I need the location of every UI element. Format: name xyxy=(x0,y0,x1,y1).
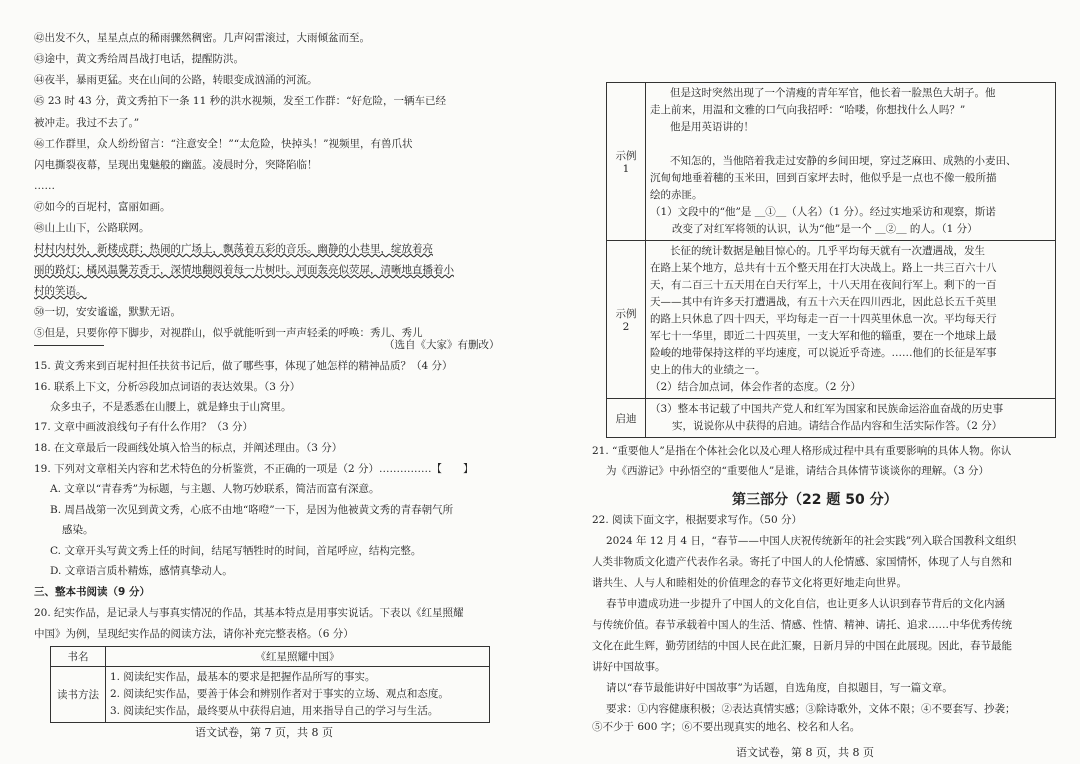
ex2-line: 天，有二百三十五天用在白天行军上，十八天用在夜间行军上。剩下的一百 xyxy=(650,279,997,291)
passage-line: ㊸途中，黄文秀给周昌战打电话，提醒防洪。 xyxy=(34,53,244,65)
question-15: 15. 黄文秀来到百坭村担任扶贫书记后，做了哪些事，体现了她怎样的精神品质？（4 分） xyxy=(34,360,453,372)
question-18: 18. 在文章最后一段画线处填入恰当的标点，并阐述理由。（3 分） xyxy=(34,442,343,454)
ex2-line: 史上的伟大的业绩之一。 xyxy=(650,364,766,376)
question-16-quote: 众多虫子，不是悉悉在山腰上，就是蜂虫于山窝里。 xyxy=(50,401,292,413)
question-17: 17. 文章中画波浪线句子有什么作用？（3 分） xyxy=(34,421,254,433)
ex2-line: 长征的统计数据是触目惊心的。几乎平均每天就有一次遭遇战，发生 xyxy=(670,245,985,257)
ex2-line: 险峻的地带保持这样的平均速度，可以说近乎奇迹。……他们的长征是军事 xyxy=(650,347,997,359)
example-2-content xyxy=(646,241,1056,399)
ex2-line: 的路上只休息了四十四天，平均每走一百一十四英里休息一次。平均每天行 xyxy=(650,313,997,325)
passage-line: ㊽山上山下，公路联网。 xyxy=(34,222,150,234)
wavy-underlined-sentence: 丽的路灯；橘风温馨芳香于，深情地翻阅着每一片树叶。河面轰亮似荧屏，清晰地直播着小 xyxy=(34,264,454,276)
essay-line: 人类非物质文化遗产代表作名录。寄托了中国人的人伦情感、家国情怀，体现了人与自然和 xyxy=(592,556,1012,568)
example-1-label: 示例 1 xyxy=(607,83,646,241)
ex1-line: 走上前来，用温和文雅的口气向我招呼：“哈喽，你想找什么人吗？” xyxy=(650,104,966,116)
passage-line: 闪电撕裂夜幕，呈现出鬼魅般的幽蓝。凌晨时分，突降陷临！ xyxy=(34,159,318,171)
table-header-book: 书名 xyxy=(51,647,106,667)
option-b: B. 周昌战第一次见到黄文秀，心底不由地“咯噔”一下，是因为他被黄文秀的青春朝气所 xyxy=(50,504,454,516)
question-22: 22. 阅读下面文字，根据要求写作。（50 分） xyxy=(592,514,802,526)
examples-table xyxy=(606,82,1056,438)
example-1-content xyxy=(646,83,1056,241)
wavy-underlined-sentence: 村村内村外，新楼成群；热闹的广场上，飘荡着五彩的音乐。幽静的小巷里，绽放着亮 xyxy=(34,243,433,255)
ex1-question-1: （1）文段中的“他”是 ＿①＿（人名）（1 分）。经过实地采访和观察，斯诺 xyxy=(650,206,996,218)
table-methods-cell xyxy=(106,667,490,723)
option-b-cont: 感染。 xyxy=(62,524,94,536)
option-c: C. 文章开头写黄文秀上任的时间，结尾写牺牲时的时间，首尾呼应，结构完整。 xyxy=(50,545,422,557)
section-3-heading: 三、整本书阅读（9 分） xyxy=(34,586,150,598)
essay-line: 春节申遗成功进一步提升了中国人的文化自信，也让更多人认识到春节背后的文化内涵 xyxy=(606,598,1005,610)
ex1-line: 绘的赤匪。 xyxy=(650,189,703,201)
wavy-underlined-sentence: 村的笑语。 xyxy=(34,285,87,297)
option-d: D. 文章语言质朴精炼，感情真挚动人。 xyxy=(50,565,233,577)
passage-line: ㊷出发不久，星星点点的稀雨骤然稠密。几声闷雷滚过，大雨倾盆而至。 xyxy=(34,32,370,44)
table-book-title: 《红星照耀中国》 xyxy=(106,647,490,667)
essay-line: 谐共生、人与人和睦相处的价值理念的春节文化将更好地走向世界。 xyxy=(592,577,907,589)
essay-line: 与传统价值。春节承载着中国人的生活、情感、性情、精神、请托、追求……中华优秀传统 xyxy=(592,619,1012,631)
page-footer-left: 语文试卷，第 7 页，共 8 页 xyxy=(195,726,333,739)
qidi-line: 实，说说你从中获得的启迪。请结合作品内容和生活实际作答。（2 分） xyxy=(672,420,1003,432)
ex1-line: 不知怎的，当他陪着我走过安静的乡间田埂，穿过芝麻田、成熟的小麦田、 xyxy=(670,155,1017,167)
ex1-line xyxy=(650,136,1051,153)
essay-line: 讲好中国故事。 xyxy=(592,661,666,673)
passage-line: ㊻工作群里，众人纷纷留言：“注意安全！”“太危险，快掉头！”视频里，有兽爪状 xyxy=(34,138,413,150)
ex1-line: 沉甸甸地垂着穗的玉米田，回到百家坪去时，他似乎是一点也不像一般所描 xyxy=(650,172,997,184)
passage-line: ㊺ 23 时 43 分，黄文秀拍下一条 11 秒的洪水视频，发至工作群：“好危险，一辆车已经 xyxy=(34,95,446,107)
passage-line: 被冲走。我过不去了。” xyxy=(34,117,140,129)
question-20-cont: 中国》为例，呈现纪实作品的阅读方法，请你补充完整表格。（6 分） xyxy=(34,628,354,640)
source-note: （选自《大家》有删改） xyxy=(384,339,500,351)
method-2: 2. 阅读纪实作品，要善于体会和辨别作者对于事实的立场、观点和态度。 xyxy=(110,688,449,700)
passage-line: ㊼如今的百坭村，富丽如画。 xyxy=(34,201,171,213)
question-19: 19. 下列对文章相关内容和艺术特色的分析鉴赏，不正确的一项是（2 分）……………【 】 xyxy=(34,463,474,475)
ex1-line: 但是这时突然出现了一个清瘦的青年军官，他长着一脸黑色大胡子。他 xyxy=(670,87,996,99)
qidi-label: 启迪 xyxy=(607,399,646,438)
option-a: A. 文章以“青春秀”为标题，与主题、人物巧妙联系，简洁而富有深意。 xyxy=(50,483,380,495)
essay-line: 2024 年 12 月 4 日，“春节——中国人庆祝传统新年的社会实践”列入联合国教科文组织 xyxy=(606,535,1017,547)
passage-line: ㊹夜半，暴雨更猛。夹在山间的公路，转眼变成汹涌的河流。 xyxy=(34,74,318,86)
essay-prompt: 请以“春节最能讲好中国故事”为话题，自选角度，自拟题目，写一篇文章。 xyxy=(606,682,953,694)
question-21-cont: 为《西游记》中孙悟空的“重要他人”是谁，请结合具体情节谈谈你的理解。（3 分） xyxy=(606,465,990,477)
essay-requirements-cont: ⑤不少于 600 字；⑥不要出现真实的地名、校名和人名。 xyxy=(592,721,861,733)
fill-in-line xyxy=(34,345,104,346)
example-2-label: 示例 2 xyxy=(607,241,646,399)
ex1-question-1-cont: 改变了对红军将领的认识，认为“他”是一个 ＿②＿ 的人。（1 分） xyxy=(672,223,978,235)
question-21: 21. “重要他人”是指在个体社会化以及心理人格形成过程中具有重要影响的具体人物。你认 xyxy=(592,445,1012,457)
question-20: 20. 纪实作品，是记录人与事真实情况的作品，其基本特点是用事实说话。下表以《红星照耀 xyxy=(34,607,464,619)
ex2-line: 在路上某个地方，总共有十五个整天用在打大决战上。路上一共三百六十八 xyxy=(650,262,997,274)
part-3-heading: 第三部分（22 题 50 分） xyxy=(732,492,898,508)
passage-line: ⑤但是，只要你停下脚步，对视群山，似乎就能听到一声声轻柔的呼唤：秀儿、秀儿 xyxy=(34,327,423,339)
ex2-line: 天——其中有许多天打遭遇战，有五十六天在四川西北，因此总长五千英里 xyxy=(650,296,997,308)
ellipsis-line: …… xyxy=(34,180,55,192)
essay-requirements: 要求：①内容健康积极；②表达真情实感；③除诗歌外，文体不限；④不要套写、抄袭； xyxy=(606,703,1016,715)
method-1: 1. 阅读纪实作品，最基本的要求是把握作品所写的事实。 xyxy=(110,671,376,683)
ex1-line: 他是用英语讲的！ xyxy=(670,121,754,133)
ex2-line: 军七十一华里，即近二十四英里，一支大军和他的辎重，要在一个地球上最 xyxy=(650,330,997,342)
reading-method-table xyxy=(50,646,490,723)
qidi-line: （3）整本书记载了中国共产党人和红军为国家和民族命运浴血奋战的历史事 xyxy=(650,403,1004,415)
passage-line: ㊿一切，安安谧谧，默默无语。 xyxy=(34,306,181,318)
qidi-content xyxy=(646,399,1056,438)
ex2-question-2: （2）结合加点词，体会作者的态度。（2 分） xyxy=(650,381,861,393)
right-page xyxy=(540,0,1080,764)
table-method-label: 读书方法 xyxy=(51,667,106,723)
page-footer-right: 语文试卷，第 8 页，共 8 页 xyxy=(736,746,874,759)
question-16: 16. 联系上下文，分析㉕段加点词语的表达效果。（3 分） xyxy=(34,381,301,393)
essay-line: 文化在此生辉，勤劳团结的中国人民在此汇聚，日新月异的中国在此展现。因此，春节最能 xyxy=(592,640,1012,652)
method-3: 3. 阅读纪实作品，最终要从中获得启迪，用来指导自己的学习与生活。 xyxy=(110,705,439,717)
